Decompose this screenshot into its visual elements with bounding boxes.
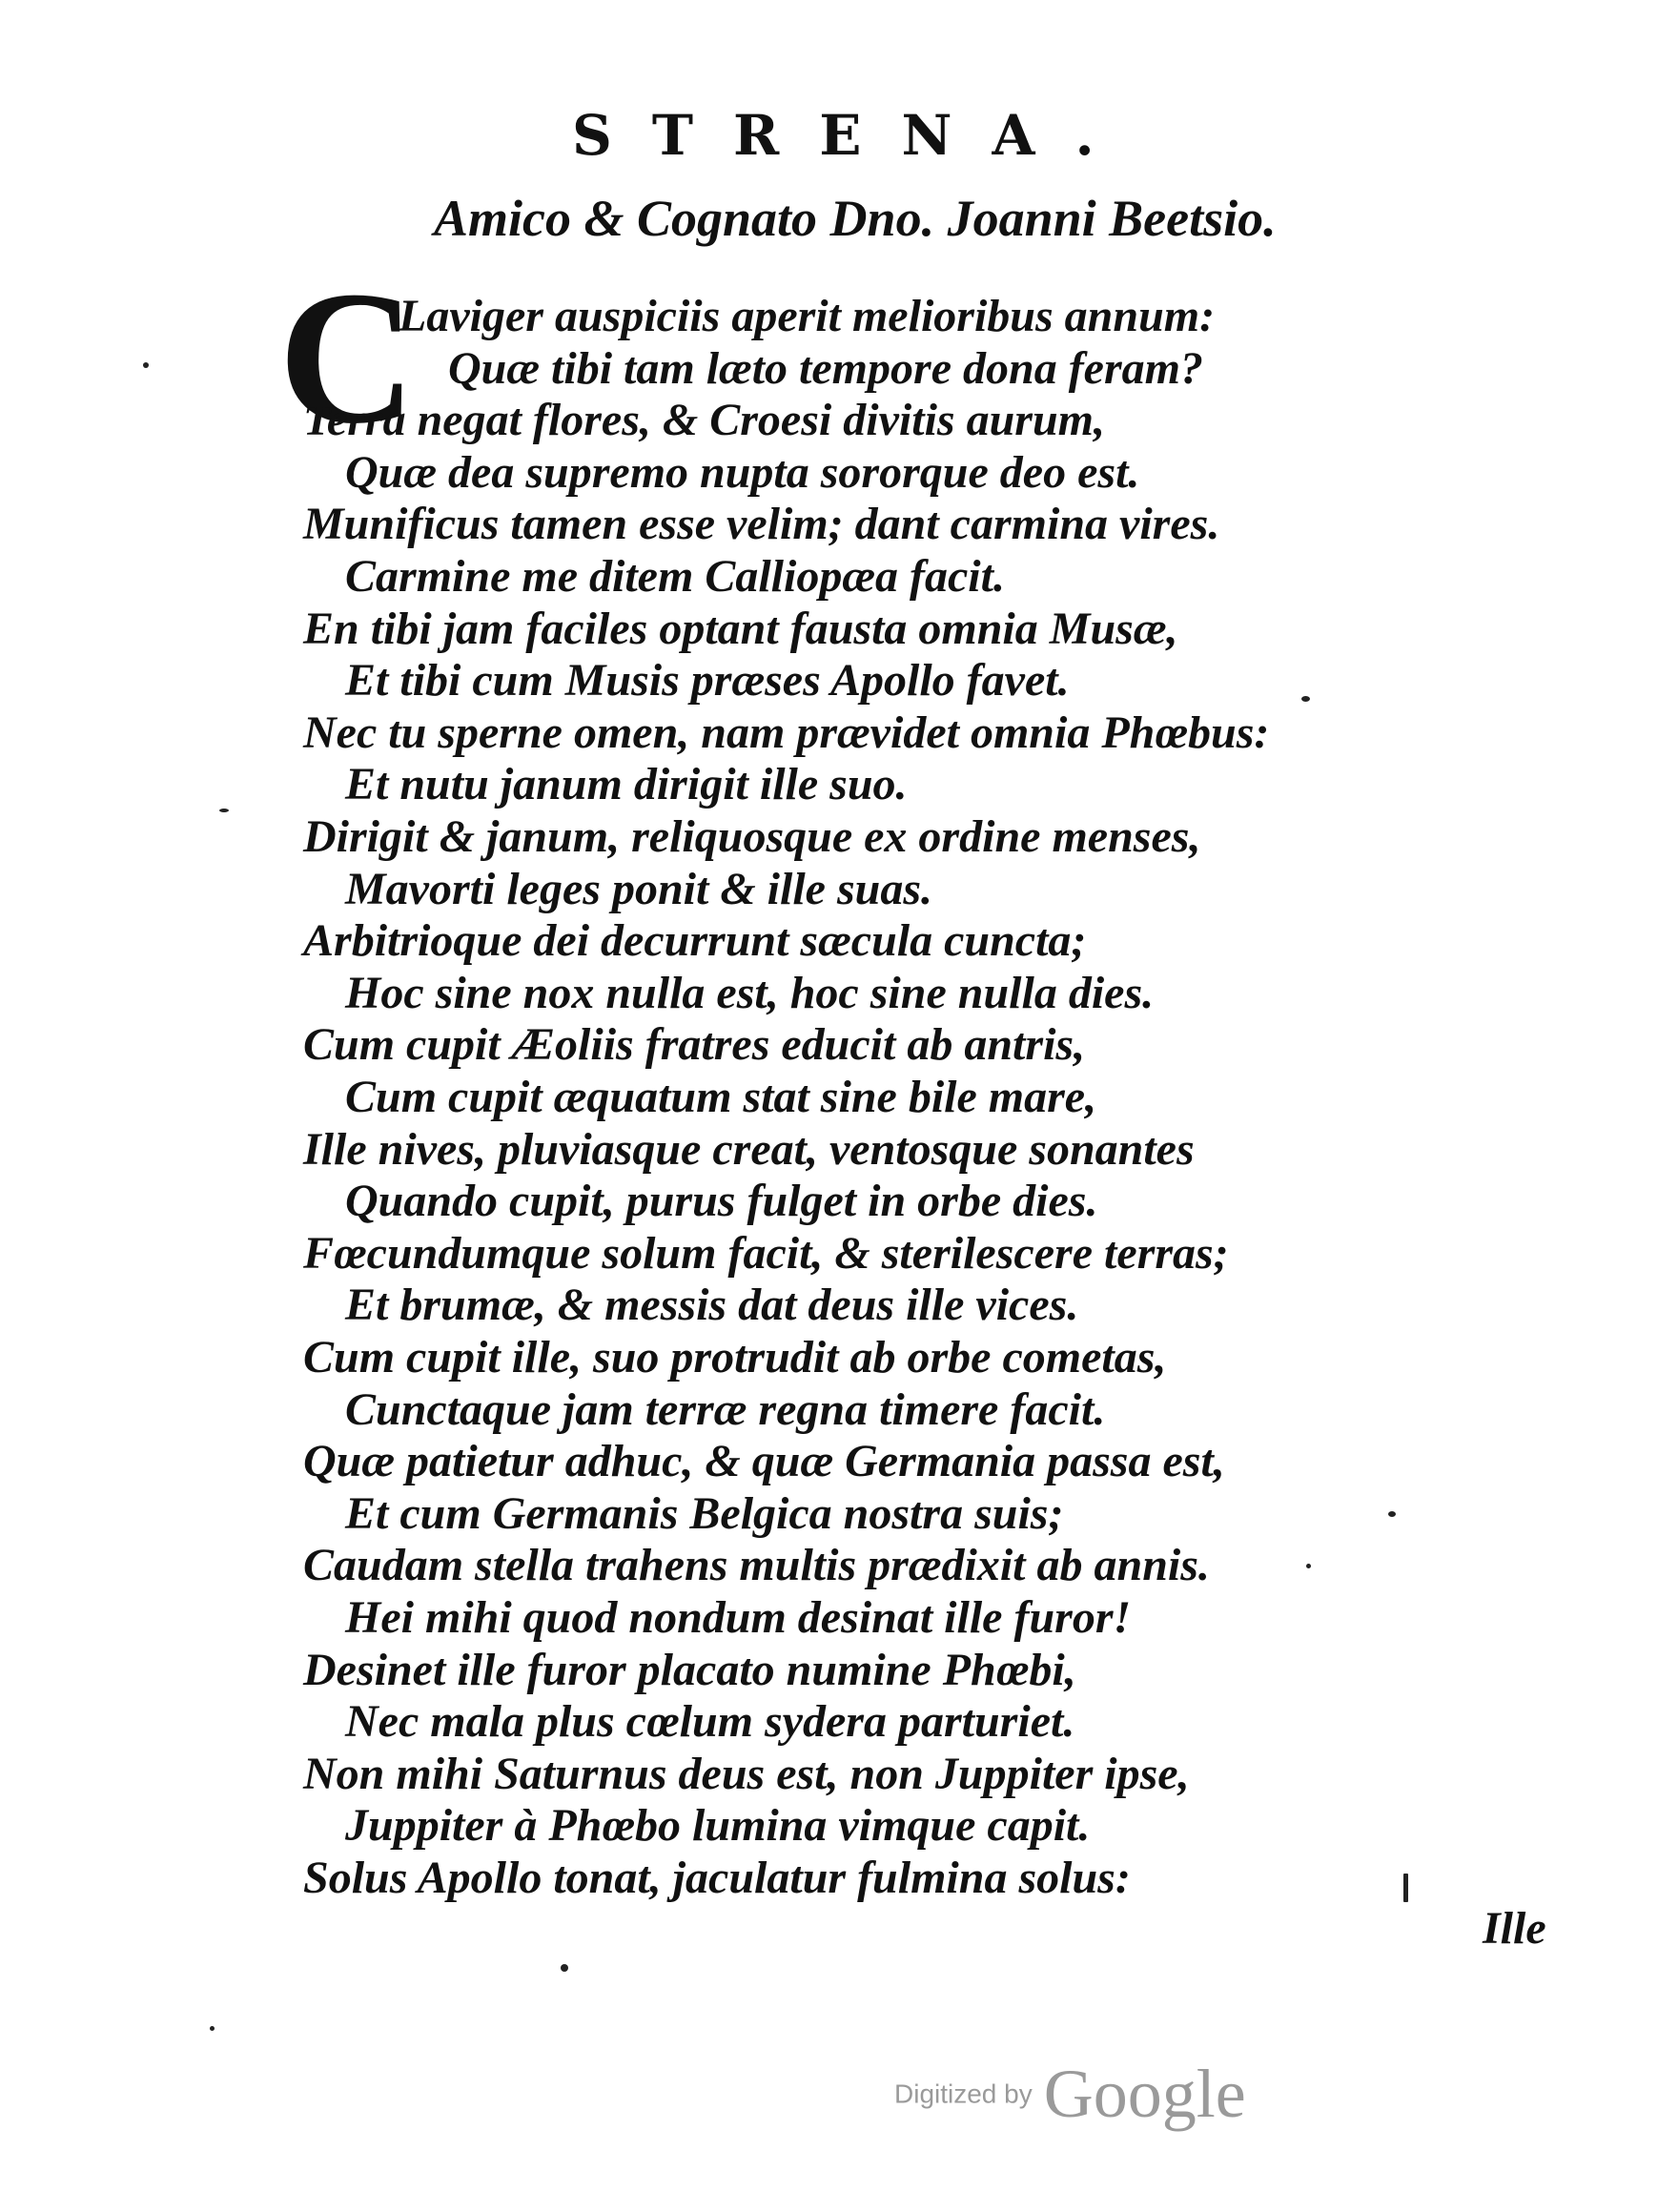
verse-line: Non mihi Saturnus deus est, non Juppiter ipse, xyxy=(303,1749,1190,1799)
verse-line: Laviger auspiciis aperit melioribus annum: xyxy=(399,291,1216,341)
verse-line: Hoc sine nox nulla est, hoc sine nulla dies. xyxy=(345,968,1155,1018)
digitized-by-label: Digitized by xyxy=(894,2079,1033,2109)
verse-line: Quæ tibi tam læto tempore dona feram? xyxy=(448,343,1203,394)
dedication-line: Amico & Cognato Dno. Joanni Beetsio. xyxy=(434,190,1277,247)
verse-line: Et brumæ, & messis dat deus ille vices. xyxy=(345,1280,1079,1330)
page-title: STRENA. xyxy=(572,103,1135,168)
verse-line: Nec mala plus cœlum sydera parturiet. xyxy=(345,1696,1075,1747)
verse-line: Hei mihi quod nondum desinat ille furor! xyxy=(345,1592,1132,1643)
verse-line: Cunctaque jam terræ regna timere facit. xyxy=(345,1384,1106,1435)
scan-speck xyxy=(210,2026,215,2031)
scan-speck xyxy=(143,362,149,368)
verse-line: Cum cupit ille, suo protrudit ab orbe cometas, xyxy=(303,1332,1167,1382)
verse-line: Nec tu sperne omen, nam prævidet omnia Phœbus: xyxy=(303,707,1270,758)
scan-speck xyxy=(219,809,229,812)
verse-line: Munificus tamen esse velim; dant carmina vires. xyxy=(303,499,1220,549)
digitized-by-google-watermark xyxy=(894,2055,1246,2134)
verse-line: Dirigit & janum, reliquosque ex ordine menses, xyxy=(303,811,1201,862)
scan-speck xyxy=(1388,1511,1396,1517)
verse-line: Ille nives, pluviasque creat, ventosque sonantes xyxy=(303,1124,1195,1175)
verse-line: Mavorti leges ponit & ille suas. xyxy=(345,864,933,914)
google-logo: Google xyxy=(1043,2056,1246,2132)
verse-line: Et nutu janum dirigit ille suo. xyxy=(345,759,908,809)
verse-line: Et cum Germanis Belgica nostra suis; xyxy=(345,1488,1064,1539)
verse-line: Quando cupit, purus fulget in orbe dies. xyxy=(345,1176,1098,1226)
verse-line: Desinet ille furor placato numine Phœbi, xyxy=(303,1645,1076,1695)
verse-line: Quæ dea supremo nupta sororque deo est. xyxy=(345,447,1140,498)
verse-line: Carmine me ditem Calliopæa facit. xyxy=(345,551,1005,602)
verse-line: Fœcundumque solum facit, & sterilescere terras; xyxy=(303,1228,1229,1279)
verse-line: Quæ patietur adhuc, & quæ Germania passa est, xyxy=(303,1436,1225,1486)
scan-speck xyxy=(1301,696,1310,702)
verse-line: Solus Apollo tonat, jaculatur fulmina solus: xyxy=(303,1853,1131,1903)
scan-speck xyxy=(561,1964,568,1972)
catchword: Ille xyxy=(1483,1903,1546,1954)
verse-line: Caudam stella trahens multis prædixit ab annis. xyxy=(303,1540,1210,1590)
verse-line: Cum cupit æquatum stat sine bile mare, xyxy=(345,1072,1097,1122)
verse-line: En tibi jam faciles optant fausta omnia Musæ, xyxy=(303,604,1178,654)
verse-line: Juppiter à Phœbo lumina vimque capit. xyxy=(345,1800,1091,1851)
verse-line: Cum cupit Æoliis fratres educit ab antris, xyxy=(303,1019,1086,1070)
scan-speck xyxy=(1403,1874,1408,1902)
verse-line: Terra negat flores, & Croesi divitis aurum, xyxy=(303,395,1105,445)
verse-line: Arbitrioque dei decurrunt sæcula cuncta; xyxy=(303,915,1087,966)
scan-speck xyxy=(1306,1564,1311,1568)
drop-cap: C xyxy=(278,253,417,463)
verse-line: Et tibi cum Musis præses Apollo favet. xyxy=(345,655,1070,706)
